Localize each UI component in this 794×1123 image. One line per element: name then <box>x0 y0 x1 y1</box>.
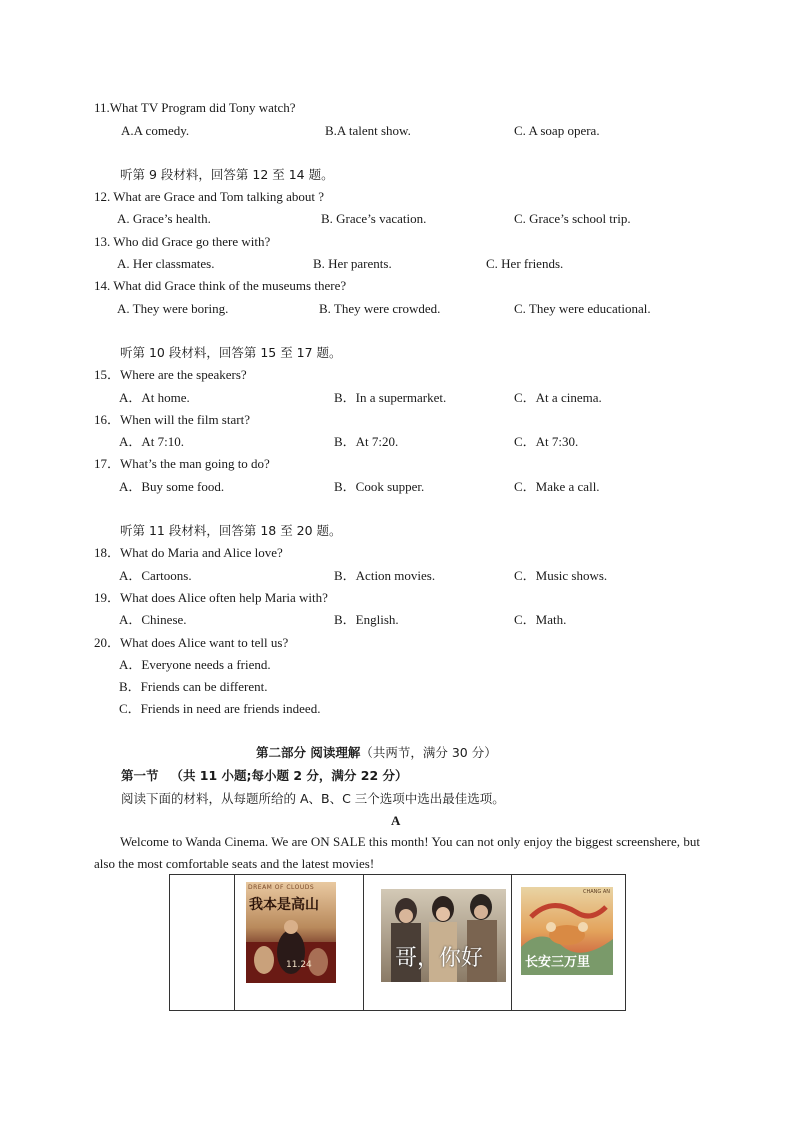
q17-option-b: B．Cook supper. <box>334 479 425 494</box>
q11-option-b: B.A talent show. <box>325 123 411 138</box>
q18-option-b: B．Action movies. <box>334 568 436 583</box>
q14-option-c: C. They were educational. <box>514 301 651 316</box>
q16-option-b: B．At 7:20. <box>334 434 399 449</box>
q19-option-c: C．Math. <box>514 612 567 627</box>
section-10-instruction: 听第 10 段材料，回答第 15 至 17 题。 <box>120 345 342 360</box>
section-11-instruction: 听第 11 段材料，回答第 18 至 20 题。 <box>120 523 342 538</box>
section-1-heading <box>121 768 408 784</box>
question-16-stem: 16．When will the film start? <box>94 412 250 427</box>
q19-option-b: B．English. <box>334 612 399 627</box>
question-20-stem: 20．What does Alice want to tell us? <box>94 635 289 650</box>
poster-3-title: 长安三万里 <box>525 955 591 970</box>
q20-option-a: A．Everyone needs a friend. <box>119 657 271 672</box>
poster-1-title: 我本是高山 <box>249 897 319 913</box>
poster-chang-an[interactable] <box>521 887 613 975</box>
poster-1-date: 11.24 <box>286 960 312 970</box>
question-15-stem: 15．Where are the speakers? <box>94 367 247 382</box>
question-13-stem: 13. Who did Grace go there with? <box>94 234 271 249</box>
question-11-stem: 11.What TV Program did Tony watch? <box>94 100 296 115</box>
q17-option-c: C．Make a call. <box>514 479 600 494</box>
q14-option-b: B. They were crowded. <box>319 301 441 316</box>
q20-option-b: B．Friends can be different. <box>119 679 268 694</box>
q15-option-a: A．At home. <box>119 390 190 405</box>
section-9-instruction: 听第 9 段材料，回答第 12 至 14 题。 <box>120 167 334 182</box>
section-1-note: （共 11 小题;每小题 2 分，满分 22 分） <box>170 768 408 783</box>
movie-poster-table <box>169 874 626 1011</box>
poster-dream-of-clouds[interactable] <box>246 882 336 983</box>
q16-option-a: A．At 7:10. <box>119 434 185 449</box>
poster-cell-3 <box>512 875 626 1011</box>
q19-option-a: A．Chinese. <box>119 612 187 627</box>
q12-option-a: A. Grace’s health. <box>117 211 211 226</box>
q14-option-a: A. They were boring. <box>117 301 229 316</box>
passage-letter: A <box>391 813 401 828</box>
poster-cell-1 <box>235 875 364 1011</box>
passage-a-text <box>94 831 700 875</box>
q11-option-a: A.A comedy. <box>121 123 190 138</box>
poster-3-en: CHANG AN <box>582 889 610 895</box>
poster-hello-brother[interactable] <box>381 889 506 982</box>
part-2-note: （共两节，满分 30 分） <box>360 745 497 760</box>
poster-2-title: 哥，你好 <box>395 946 484 971</box>
q17-option-a: A．Buy some food. <box>119 479 225 494</box>
q13-option-c: C. Her friends. <box>486 256 564 271</box>
q15-option-b: B．In a supermarket. <box>334 390 447 405</box>
section-1-label: 第一节 <box>121 768 159 783</box>
q18-option-c: C．Music shows. <box>514 568 608 583</box>
reading-instruction: 阅读下面的材料，从每题所给的 A、B、C 三个选项中选出最佳选项。 <box>121 791 505 806</box>
poster-cell-empty <box>170 875 235 1011</box>
q20-option-c: C．Friends in need are friends indeed. <box>119 701 321 716</box>
q13-option-a: A. Her classmates. <box>117 256 215 271</box>
q11-option-c: C. A soap opera. <box>514 123 600 138</box>
question-17-stem: 17．What’s the man going to do? <box>94 456 270 471</box>
question-18-stem: 18．What do Maria and Alice love? <box>94 545 283 560</box>
q15-option-c: C．At a cinema. <box>514 390 602 405</box>
poster-1-en: DREAM OF CLOUDS <box>248 884 315 891</box>
q13-option-b: B. Her parents. <box>313 256 392 271</box>
poster-cell-2 <box>364 875 512 1011</box>
part-2-heading <box>256 745 497 761</box>
question-14-stem: 14. What did Grace think of the museums there? <box>94 278 347 293</box>
passage-a-body: Welcome to Wanda Cinema. We are ON SALE this month! You can not only enjoy the biggest screenshere, but also the most comfortable seats and the latest movies! <box>94 834 700 871</box>
q12-option-b: B. Grace’s vacation. <box>321 211 427 226</box>
q18-option-a: A．Cartoons. <box>119 568 192 583</box>
question-12-stem: 12. What are Grace and Tom talking about ? <box>94 189 325 204</box>
q12-option-c: C. Grace’s school trip. <box>514 211 631 226</box>
q16-option-c: C．At 7:30. <box>514 434 579 449</box>
part-2-title: 第二部分 阅读理解 <box>256 745 361 760</box>
question-19-stem: 19．What does Alice often help Maria with? <box>94 590 328 605</box>
